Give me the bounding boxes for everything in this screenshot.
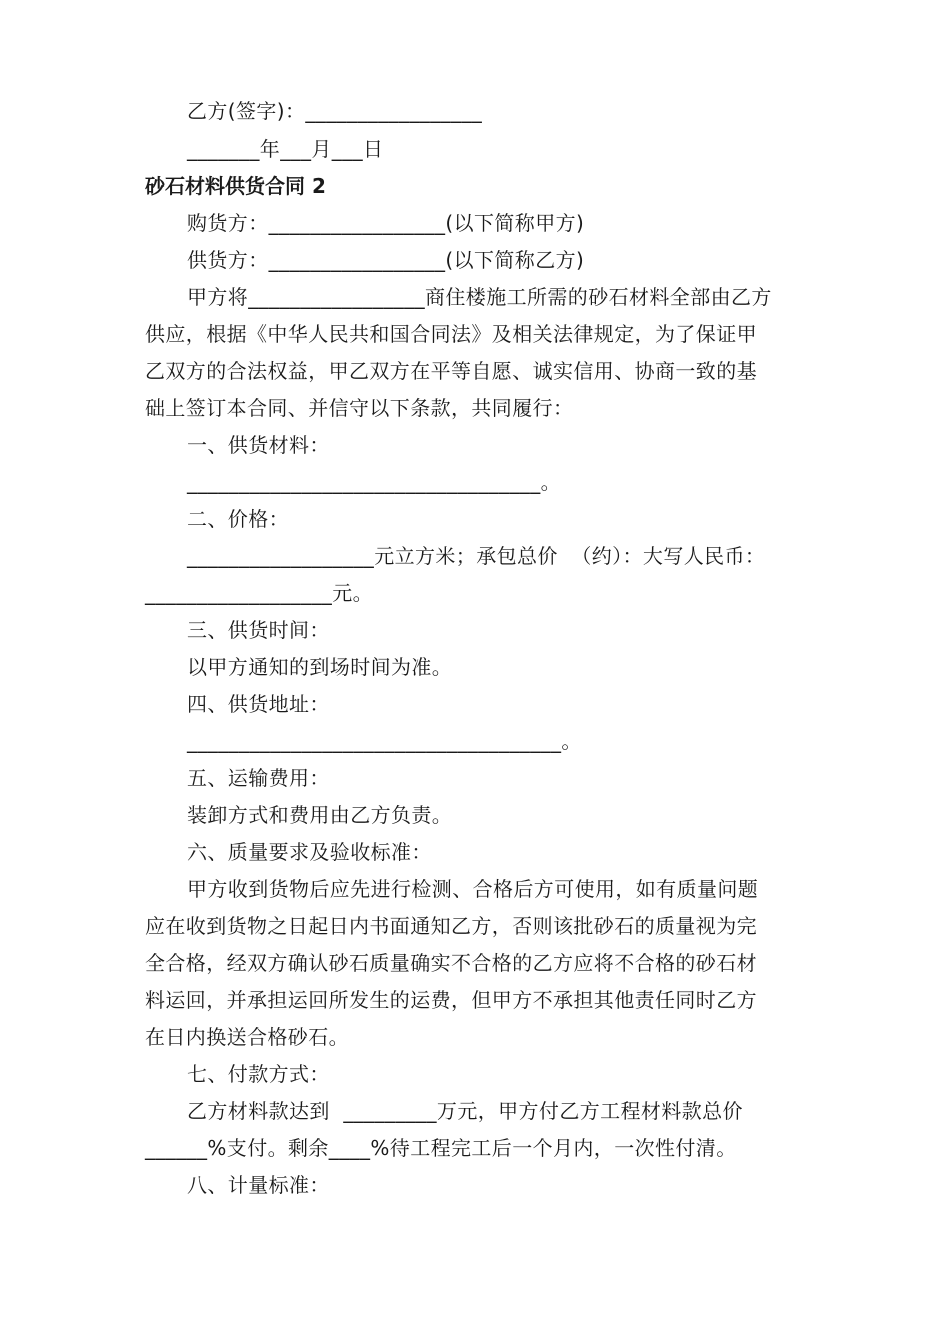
section-8-title: 八、计量标准： <box>187 1173 330 1197</box>
intro-line-3: 乙双方的合法权益，甲乙双方在平等自愿、诚实信用、协商一致的基 <box>145 359 757 383</box>
date-line: _______年___月___日 <box>187 137 384 161</box>
section-6-line-4: 料运回，并承担运回所发生的运费，但甲方不承担其他责任同时乙方 <box>145 988 757 1012</box>
section-6-line-1: 甲方收到货物后应先进行检测、合格后方可使用，如有质量问题 <box>187 877 759 901</box>
section-5-text: 装卸方式和费用由乙方负责。 <box>187 803 453 827</box>
purchaser-line: 购货方：_________________(以下简称甲方) <box>187 211 585 235</box>
section-4-title: 四、供货地址： <box>187 692 330 716</box>
section-6-line-3: 全合格，经双方确认砂石质量确实不合格的乙方应将不合格的砂石材 <box>145 951 757 975</box>
section-6-line-2: 应在收到货物之日起日内书面通知乙方，否则该批砂石的质量视为完 <box>145 914 757 938</box>
contract-heading: 砂石材料供货合同 2 <box>145 174 326 198</box>
section-1-blank: __________________________________。 <box>187 470 561 494</box>
section-6-line-5: 在日内换送合格砂石。 <box>145 1025 349 1049</box>
intro-line-2: 供应，根据《中华人民共和国合同法》及相关法律规定，为了保证甲 <box>145 322 757 346</box>
signature-line: 乙方(签字)：_________________ <box>187 99 483 123</box>
section-2-line-1: __________________元立方米；承包总价 （约）：大写人民币： <box>187 544 766 568</box>
section-7-title: 七、付款方式： <box>187 1062 330 1086</box>
section-1-title: 一、供货材料： <box>187 433 330 457</box>
intro-line-1: 甲方将_________________商住楼施工所需的砂石材料全部由乙方 <box>187 285 772 309</box>
section-4-blank: ____________________________________。 <box>187 729 582 753</box>
supplier-line: 供货方：_________________(以下简称乙方) <box>187 248 585 272</box>
section-7-line-2: ______%支付。剩余____%待工程完工后一个月内，一次性付清。 <box>145 1136 737 1160</box>
section-6-title: 六、质量要求及验收标准： <box>187 840 432 864</box>
section-7-line-1: 乙方材料款达到 _________万元，甲方付乙方工程材料款总价 <box>187 1099 743 1123</box>
section-5-title: 五、运输费用： <box>187 766 330 790</box>
section-2-title: 二、价格： <box>187 507 289 531</box>
section-2-line-2: __________________元。 <box>145 581 373 605</box>
section-3-title: 三、供货时间： <box>187 618 330 642</box>
section-3-text: 以甲方通知的到场时间为准。 <box>187 655 453 679</box>
intro-line-4: 础上签订本合同、并信守以下条款，共同履行： <box>145 396 574 420</box>
